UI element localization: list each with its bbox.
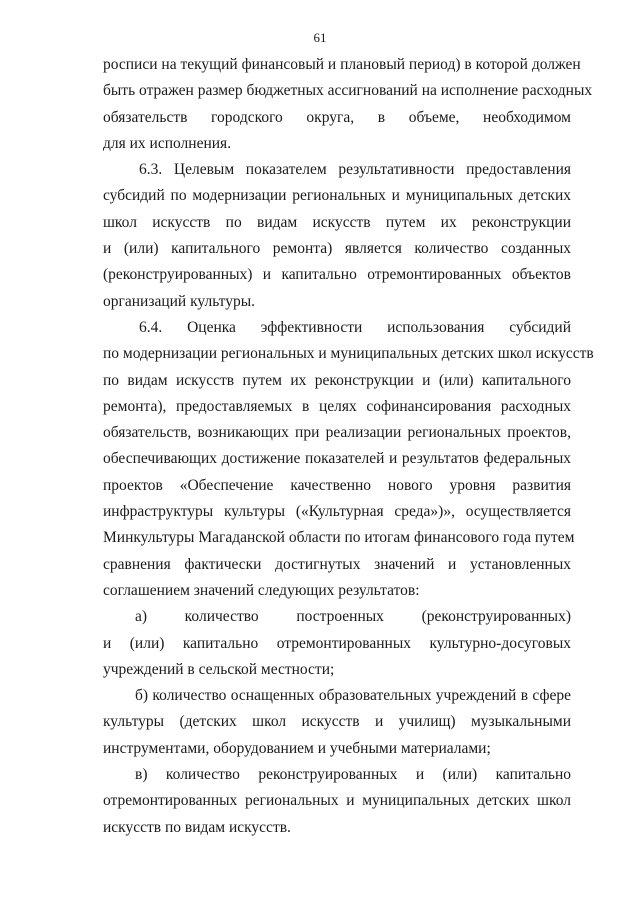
text-line: а) количество построенных (реконструированных) — [135, 608, 571, 626]
paragraph-6-3 — [103, 157, 571, 315]
text-line: для их исполнения. — [103, 134, 232, 152]
text-line: обеспечивающих достижение показателей и результатов федеральных — [103, 450, 571, 468]
text-line: 6.4. Оценка эффективности использования субсидий — [139, 318, 571, 336]
text-line: б) количество оснащенных образовательных учреждений в сфере — [135, 687, 571, 705]
text-line: обязательств городского округа, в объеме, необходимом — [103, 108, 571, 126]
text-line: и (или) капитального ремонта) является количество созданных — [103, 240, 571, 258]
paragraph-budget-continuation — [103, 52, 593, 157]
text-line: в) количество реконструированных и (или) капитально — [135, 766, 571, 784]
text-line: сравнения фактически достигнутых значений и установленных — [103, 555, 571, 573]
text-line: субсидий по модернизации региональных и муниципальных детских — [103, 187, 571, 205]
text-line: ремонта), предоставляемых в целях софинансирования расходных — [103, 397, 571, 415]
text-line: росписи на текущий финансовый и плановый период) в которой должен — [103, 56, 581, 73]
text-line: обязательств, возникающих при реализации региональных проектов, — [103, 424, 571, 442]
text-line: искусств по видам искусств. — [103, 818, 291, 836]
list-item-b — [103, 683, 571, 762]
text-line: культуры (детских школ искусств и училищ) музыкальными — [103, 713, 571, 731]
text-line: (реконструированных) и капитально отремонтированных объектов — [103, 266, 571, 284]
text-line: соглашением значений следующих результатов: — [103, 581, 420, 599]
document-body — [103, 52, 594, 841]
page-number: 61 — [313, 30, 327, 45]
text-line: по видам искусств путем их реконструкции и (или) капитального — [103, 371, 571, 389]
text-line: и (или) капитально отремонтированных культурно-досуговых — [103, 634, 571, 652]
text-line: 6.3. Целевым показателем результативности предоставления — [139, 161, 571, 179]
text-line: организаций культуры. — [103, 292, 256, 310]
text-line: быть отражен размер бюджетных ассигнований на исполнение расходных — [103, 82, 593, 100]
list-item-v — [103, 762, 571, 841]
text-line: инструментами, оборудованием и учебными материалами; — [103, 739, 491, 757]
text-line: отремонтированных региональных и муниципальных детских школ — [103, 792, 571, 810]
text-line: по модернизации региональных и муниципальных детских школ искусств — [103, 345, 594, 363]
text-line: школ искусств по видам искусств путем их реконструкции — [103, 213, 571, 231]
list-item-a — [103, 604, 571, 683]
text-line: инфраструктуры культуры («Культурная среда»)», осуществляется — [103, 503, 571, 521]
text-line: Минкультуры Магаданской области по итогам финансового года путем — [103, 529, 575, 547]
paragraph-6-4 — [103, 315, 594, 604]
text-line: учреждений в сельской местности; — [103, 660, 335, 678]
text-line: проектов «Обеспечение качественно нового уровня развития — [103, 476, 571, 494]
